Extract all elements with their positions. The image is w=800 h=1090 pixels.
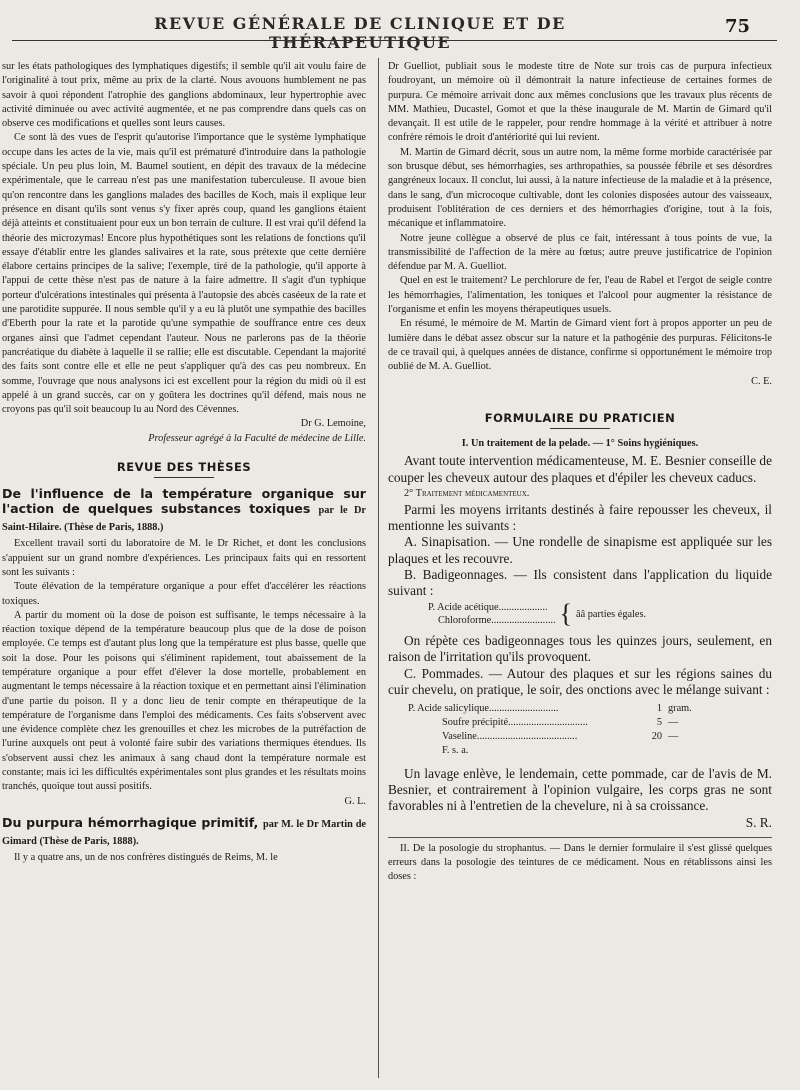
subheading: 2° Traitement médicamenteux. — [404, 487, 530, 499]
signature: C. E. — [751, 375, 772, 387]
recipe-row — [408, 702, 708, 716]
recipe-row — [408, 744, 708, 758]
article-title-text: Du purpura hémorrhagique primitif, — [2, 814, 259, 830]
paragraph: A partir du moment où la dose de poison est suffisante, le temps nécessaire à la réaction toxique dépend de la température beaucoup plus que de la dose de poison employée. Ce temps est d'autant plus long que la température est plus basse, quelle que soit la dose. Pour les poisons qui s'éliminent rapidement, tout abaissement de la température organique a pour effet d'élever la dose mortelle, probablement en augmentant le temps nécessaire à la réaction toxique et en permettant ainsi l'élimination d'une partie du poison. Il y a donc lieu de tenir compte en thérapeutique de la température de l'organisme dans l'emploi des médicaments. Ces faits s'observent avec une évidence complète chez les grenouilles et chez les microbes de la putréfaction de l'urine auxquels ont peut à volonté faire subir des variations thermiques étendues. Ils s'observent aussi chez les animaux à sang chaud dont la température normale est constante; mais ici les difficultés expérimentales sont plus grandes et les résultats moins tranchés, quoique tout aussi positifs. — [2, 609, 366, 793]
recipe-unit: — — [668, 717, 679, 729]
signature: Dr G. Lemoine, — [300, 418, 366, 430]
recipe-ingredient: F. s. a. — [442, 745, 469, 757]
running-header: REVUE GÉNÉRALE DE CLINIQUE ET DE THÉRAPEUTIQUE — [154, 14, 566, 52]
prescription-quantity: ââ parties égales. — [576, 608, 647, 620]
prescription-ointment — [408, 702, 708, 758]
paragraph: Il y a quatre ans, un de nos confrères distingués de Reims, M. le — [14, 851, 278, 863]
paragraph: B. Badigeonnages. — Ils consistent dans l'application du liquide suivant : — [388, 566, 772, 599]
formula-body — [388, 633, 772, 698]
right-column — [388, 60, 772, 885]
paragraph: Ce sont là des vues de l'esprit qu'autorise l'importance que le système lymphatique occupe dans les actes de la vie, mais qu'il est prématuré d'introduire dans la pathologie spéciale. Un peu plus loin, M. Baumel soutient, en dépit des travaux de la médecine expérimentale, que le carreau n'est pas une manifestation tuberculeuse. Il avoue bien qu'on rencontre dans les ganglions malades des bacilles de Koch, mais il explique leur présence en disant qu'ils sont venus s'y fixer après coup, quand les ganglions étaient déjà atteints et constituaient pour eux un bon terrain de culture. Il est vrai qu'il défend la théorie des microzymas! Encore plus hypothétiques sont les relations de fonctions qu'il essaye d'établir entre les glandes salivaires et la rate, sous prétexte que cette dernière élabore certains principes de la salive; l'exemple, tiré de la pathologie, qu'il apporte à l'appui de cette thèse n'est pas de nature à la faire admettre. Il s'agit d'un typhique porteur d'ulcérations intestinales qui présenta à l'autopsie des abcès caséeux de la rate et une parotidite suppurée. Il nous semble qu'il y a eu là plutôt une sympathie des bacilles d'Eberth pour la rate et la parotide qu'une sympathie de souffrance entre ces deux organes ainsi que l'admet cependant l'auteur. Nous ne parlerons pas de la théorie pancréatique du diabète à laquelle il se rallie; elle est discutable. Cependant la majorité des faits sont contre elle et elle ne peut s'appliquer qu'à des cas peu nombreux. En somme, l'ouvrage que nous analysons ici est excellent pour la région du midi où il est appelé à un grand succès, car on y goûtera les doctrines qu'il défend, mais nous ne croyons pas qu'il soit beaucoup lu au Nord des Cévennes. — [2, 132, 366, 416]
section-heading-formulaire — [388, 411, 772, 429]
formula-heading: I. Un traitement de la pelade. — 1° Soins hygiéniques. — [461, 438, 699, 450]
signature: S. R. — [745, 814, 772, 830]
article-title-text: De l'influence de la température organique sur l'action de quelques substances toxiques — [2, 486, 366, 517]
recipe-quantity: 5 — [656, 717, 662, 729]
paragraph: C. Pommades. — Autour des plaques et sur les régions saines du cuir chevelu, on pratique, le soir, des onctions avec le mélange suivant : — [388, 665, 772, 697]
brace-glyph: { — [559, 599, 573, 629]
paragraph: Notre jeune collègue a observé de plus ce fait, intéressant à tous points de vue, la transmissibilité de l'affection de la mère au fœtus; autre preuve justificatrice de l'opinion défendue par M. A. Guelliot. — [388, 232, 772, 273]
left-column — [2, 60, 366, 865]
prescription-line: Chloroforme......................... — [438, 615, 556, 627]
article-title — [2, 815, 366, 849]
recipe-row — [408, 716, 708, 730]
section-heading-theses — [2, 460, 366, 478]
paragraph: sur les états pathologiques des lymphatiques digestifs; il semble qu'il ait voulu faire de l'originalité à tout prix, même au prix de la clarté. Nous avouons humblement ne pas savoir à quoi répondent l'atrophie des ganglions abdominaux, leur hypertrophie avec activité diminuée ou avec activité augmentée, et ne pas comprendre dans quels cas on observe ces modifications et quelles sont leurs causes. — [2, 61, 366, 130]
formula-body — [388, 453, 772, 599]
paragraph: Parmi les moyens irritants destinés à faire repousser les cheveux, il mentionne les suivants : — [388, 502, 772, 534]
recipe-unit — [662, 744, 708, 758]
paragraph: Un lavage enlève, le lendemain, cette pommade, car de l'avis de M. Besnier, et contrairement à l'opinion vulgaire, les corps gras ne sont favorables ni à l'entretien de la chevelure, ni à sa croissance. — [388, 766, 772, 814]
column-divider — [378, 58, 379, 1078]
paragraph: Excellent travail sorti du laboratoire de M. le Dr Richet, et dont les conclusions s'appuient sur un grand nombre d'expériences. Les principaux faits qui en ressortent sont les suivants : — [2, 538, 366, 578]
paragraph: Avant toute intervention médicamenteuse, M. E. Besnier conseille de couper les cheveux autour des plaques et d'épiler les cheveux caducs. — [388, 453, 772, 485]
article-byline: par M. le Dr Martin de Gimard (Thèse de Paris, 1888). — [2, 818, 366, 847]
article-title — [2, 486, 366, 535]
paragraph: On répète ces badigeonnages tous les quinzes jours, seulement, en raison de l'irritation qu'ils provoquent. — [388, 633, 772, 665]
paragraph: A. Sinapisation. — Une rondelle de sinapisme est appliquée sur les plaques et les recouvre. — [388, 534, 772, 566]
paragraph: M. Martin de Gimard décrit, sous un autre nom, la même forme morbide caractérisée par son brusque début, ses hémorrhagies, ses arthropathies, sa poussée fébrile et ses désordres gangréneux locaux. Il conclut, lui aussi, à la nature infectieuse de la maladie et à la présence, dans le sang, d'un microcoque cultivable, dont les colonies disposées autour des vaisseaux, produisent l'oblitération de ces derniers et des hémorrhagies d'origine, tout à la fois, mécanique et inflammatoire. — [388, 146, 772, 230]
recipe-ingredient: Vaseline....................................... — [442, 731, 578, 743]
paragraph: Toute élévation de la température organique a pour effet d'accélérer les réactions toxiques. — [2, 581, 366, 607]
recipe-quantity: 1 — [656, 703, 662, 715]
prescription-liquid — [428, 601, 772, 627]
signature: G. L. — [344, 795, 366, 807]
recipe-unit: — — [668, 731, 679, 743]
section-underline — [550, 428, 610, 429]
paragraph: En résumé, le mémoire de M. Martin de Gimard vient fort à propos apporter un peu de lumière dans le débat assez obscur sur la nature et la pathogénie des purpuras. Félicitons-le de ce travail qui, à quelques années de distance, confirme si opportunément le mémoire trop oublié de M. A. Guelliot. — [388, 318, 772, 373]
section-underline — [154, 477, 214, 478]
recipe-unit: gram. — [668, 703, 692, 715]
recipe-row — [408, 730, 708, 744]
page-number: 75 — [724, 16, 750, 37]
signature-affiliation: Professeur agrégé à la Faculté de médecine de Lille. — [148, 432, 366, 444]
recipe-ingredient: Soufre précipité............................... — [442, 717, 588, 729]
divider — [388, 837, 772, 838]
section-title: FORMULAIRE DU PRATICIEN — [484, 410, 676, 425]
paragraph: II. De la posologie du strophantus. — Dans le dernier formulaire il s'est glissé quelques erreurs dans la posologie des teintures de ce médicament. Nous en rétablissons ainsi les doses : — [388, 842, 772, 883]
recipe-quantity — [622, 744, 662, 758]
recipe-ingredient: P. Acide salicylique........................... — [408, 703, 559, 715]
header-rule — [12, 40, 777, 41]
paragraph: Dr Guelliot, publiait sous le modeste titre de Note sur trois cas de purpura infectieux foudroyant, un mémoire où il démontrait la nature infectieuse de certaines formes de purpura. Ce mémoire arrivait donc aux mêmes conclusions que les travaux plus récents de MM. Mathieu, Ducastel, Gomot et que la thèse inaugurale de M. Martin de Gimard qu'il devançait. Il est utile de le rappeler, pour rendre hommage à la vérité et attribuer à notre confrère rémois le droit d'antériorité qui lui revient. — [388, 61, 772, 144]
recipe-quantity: 20 — [651, 731, 662, 743]
formula-body — [388, 766, 772, 831]
prescription-line: P. Acide acétique................... — [428, 602, 548, 614]
article-byline: par le Dr Saint-Hilaire. (Thèse de Paris, 1888.) — [2, 505, 366, 534]
section-title: REVUE DES THÈSES — [116, 460, 252, 475]
paragraph: Quel en est le traitement? Le perchlorure de fer, l'eau de Rabel et l'ergot de seigle contre les hémorrhagies, l'alimentation, les toniques et l'alcool pour augmenter la résistance de l'organisme et enfin les moyens thérapeutiques usuels. — [388, 275, 772, 316]
